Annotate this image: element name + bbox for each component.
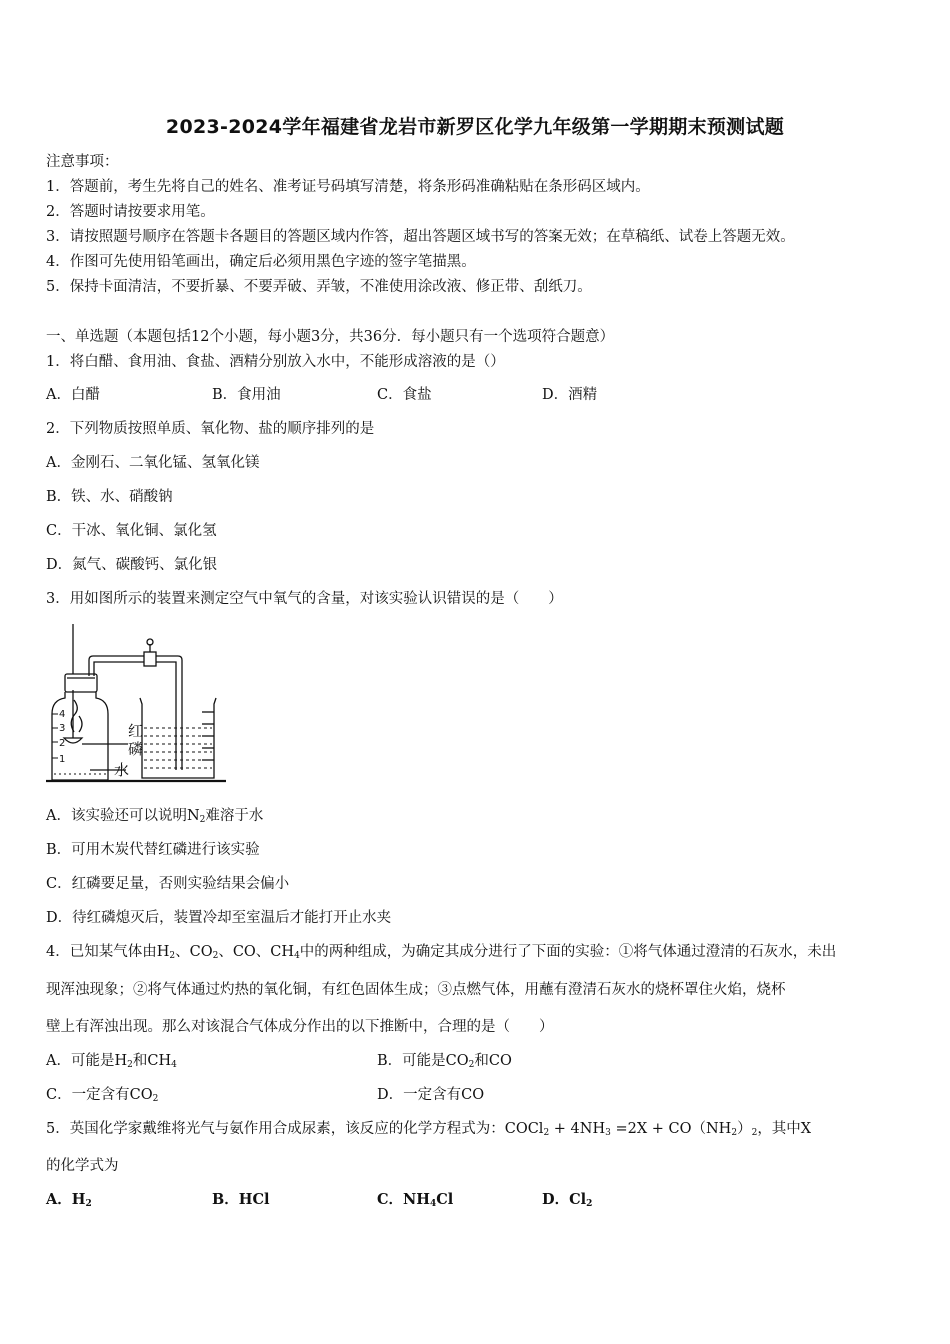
scale-mark-label: 2 xyxy=(59,738,66,749)
notice-item: 2．答题时请按要求用笔。 xyxy=(46,204,215,220)
q3-option-d: D．待红磷熄灭后，装置冷却至室温后才能打开止水夹 xyxy=(46,910,392,926)
scale-mark-label: 4 xyxy=(59,709,66,720)
notice-item: 5．保持卡面清洁，不要折暴、不要弄破、弄皱，不准使用涂改液、修正带、刮纸刀。 xyxy=(46,279,592,295)
red-phosphorus-apparatus-diagram xyxy=(44,620,230,788)
notice-item: 3．请按照题号顺序在答题卡各题目的答题区域内作答，超出答题区域书写的答案无效；在草稿纸、试卷上答题无效。 xyxy=(46,229,795,245)
notice-item: 4．作图可先使用铅笔画出，确定后必须用黑色字迹的签字笔描黑。 xyxy=(46,254,476,270)
q2-option-b: B．铁、水、硝酸钠 xyxy=(46,489,173,505)
question-4-stem-line2: 现浑浊现象；②将气体通过灼热的氧化铜，有红色固体生成；③点燃气体，用蘸有澄清石灰水的烧杯罩住火焰，烧杯 xyxy=(46,982,786,998)
notice-heading: 注意事项： xyxy=(46,154,119,170)
q1-option-c: C．食盐 xyxy=(377,387,432,403)
q2-option-d: D．氮气、碳酸钙、氯化银 xyxy=(46,557,218,573)
q4-option-a: A．可能是$H_2$和$CH_4$ xyxy=(46,1053,177,1070)
q3-option-a: A．该实验还可以说明$N_2$难溶于水 xyxy=(46,808,264,825)
q2-option-a: A．金刚石、二氧化锰、氢氧化镁 xyxy=(46,455,260,471)
q4-option-c: C．一定含有$CO_2$ xyxy=(46,1087,159,1104)
question-4-stem-line3: 壁上有浑浊出现。那么对该混合气体成分作出的以下推断中，合理的是（ ） xyxy=(46,1019,554,1035)
section-heading: 一、单选题（本题包括12个小题，每小题3分，共36分．每小题只有一个选项符合题意） xyxy=(46,329,615,345)
label-phosphorus: 磷 xyxy=(128,740,144,758)
q2-option-c: C．干冰、氧化铜、氯化氢 xyxy=(46,523,217,539)
question-5-stem-line1: 5．英国化学家戴维将光气与氨作用合成尿素，该反应的化学方程式为：COCl$_2$ + $4NH_3 =2X + CO(NH_2)_2$，其中X xyxy=(46,1121,812,1138)
question-5-stem-line2: 的化学式为 xyxy=(46,1158,119,1174)
question-2-stem: 2．下列物质按照单质、氧化物、盐的顺序排列的是 xyxy=(46,421,375,437)
q1-option-b: B．食用油 xyxy=(212,387,281,403)
q3-option-b: B．可用木炭代替红磷进行该实验 xyxy=(46,842,260,858)
q5-option-c: C．$NH_4Cl$ xyxy=(377,1191,454,1209)
q5-option-b: B．HCl xyxy=(212,1191,270,1208)
q4-option-d: D．一定含有CO xyxy=(377,1087,485,1103)
scale-mark-label: 3 xyxy=(59,723,66,734)
q3-option-c: C．红磷要足量，否则实验结果会偏小 xyxy=(46,876,290,892)
scale-mark-label: 1 xyxy=(59,754,66,765)
label-red: 红 xyxy=(128,722,144,740)
q1-option-a: A．白醋 xyxy=(46,387,100,403)
q4-option-b: B．可能是$CO_2$和CO xyxy=(377,1053,512,1070)
question-3-stem: 3．用如图所示的装置来测定空气中氧气的含量，对该实验认识错误的是（ ） xyxy=(46,591,563,607)
q5-option-d: D．$Cl_2$ xyxy=(542,1191,593,1209)
q5-option-a: A．$H_2$ xyxy=(46,1191,92,1209)
label-water: 水 xyxy=(114,761,130,779)
page-title: 2023-2024学年福建省龙岩市新罗区化学九年级第一学期期末预测试题 xyxy=(165,116,785,138)
question-4-stem-line1: 4．已知某气体由$H_2$、$CO_2$、CO、$CH_4$中的两种组成，为确定其成分进行了下面的实验：①将气体通过澄清的石灰水，未出 xyxy=(46,944,837,961)
notice-item: 1．答题前，考生先将自己的姓名、准考证号码填写清楚，将条形码准确粘贴在条形码区域内。 xyxy=(46,179,650,195)
question-1-stem: 1．将白醋、食用油、食盐、酒精分别放入水中，不能形成溶液的是（） xyxy=(46,354,505,370)
q1-option-d: D．酒精 xyxy=(542,387,598,403)
